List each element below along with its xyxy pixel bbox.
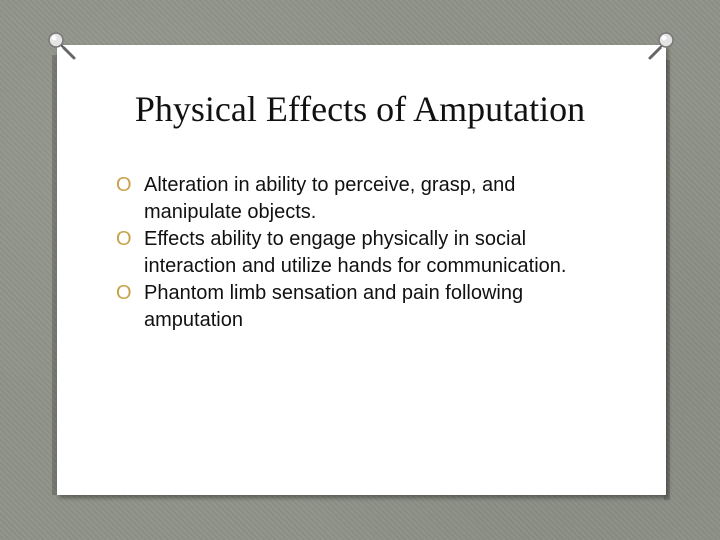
list-item bbox=[116, 226, 616, 280]
bullet-list bbox=[116, 172, 616, 334]
bullet-marker: O bbox=[116, 174, 132, 196]
pushpin-icon bbox=[644, 30, 678, 64]
slide-title: Physical Effects of Amputation bbox=[134, 89, 586, 129]
bullet-text: Effects ability to engage physically in social interaction and utilize hands for communication. bbox=[144, 228, 567, 277]
list-item bbox=[116, 172, 616, 226]
list-item bbox=[116, 280, 616, 334]
pushpin-icon bbox=[46, 30, 80, 64]
bullet-marker: O bbox=[116, 228, 132, 250]
bullet-marker: O bbox=[116, 282, 132, 304]
bullet-text: Alteration in ability to perceive, grasp, and manipulate objects. bbox=[144, 174, 516, 223]
bullet-text: Phantom limb sensation and pain following amputation bbox=[144, 282, 524, 331]
